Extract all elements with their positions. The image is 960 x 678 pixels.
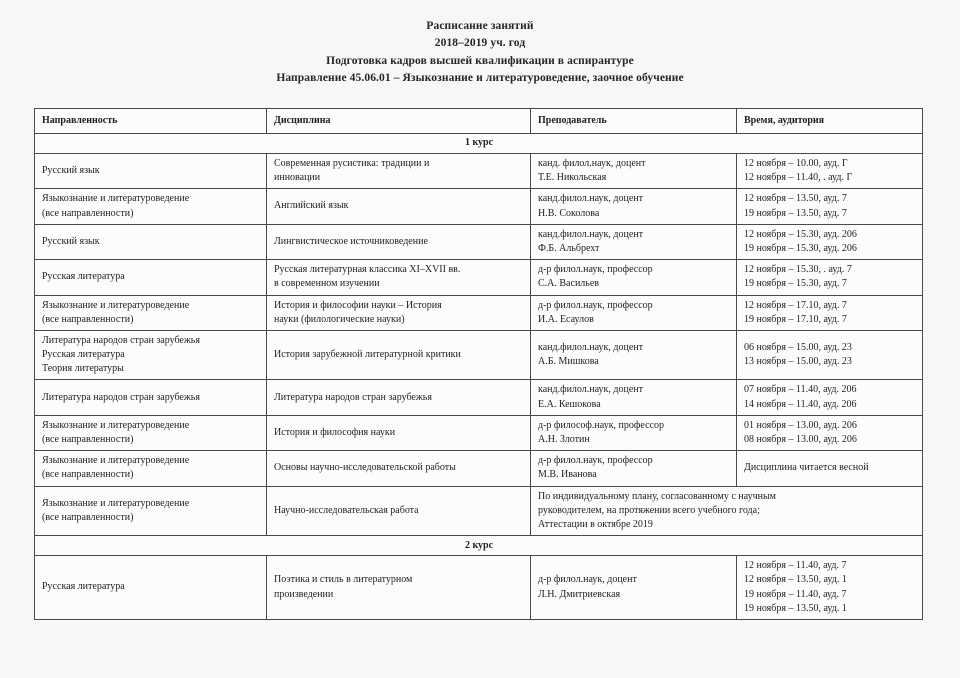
document-header xyxy=(0,0,960,88)
cell-discipline xyxy=(267,154,531,189)
cell-teacher xyxy=(531,189,737,224)
cell-direction-line: Языкознание и литературоведение xyxy=(42,497,190,509)
cell-teacher xyxy=(531,224,737,259)
table-row xyxy=(35,415,923,450)
cell-direction xyxy=(35,224,267,259)
cell-time-line: 12 ноября – 15.30, ауд. 206 xyxy=(744,228,857,240)
cell-discipline-line: Научно-исследовательская работа xyxy=(274,504,419,516)
cell-teacher-line: д-р филол.наук, профессор xyxy=(538,299,653,311)
column-header-time: Время, аудитория xyxy=(737,109,923,134)
cell-teacher-line: Н.В. Соколова xyxy=(538,207,600,219)
cell-direction xyxy=(35,556,267,620)
cell-discipline-line: Русская литературная классика XI–XVII вв. xyxy=(274,264,461,276)
cell-discipline-line: Поэтика и стиль в литературном xyxy=(274,574,413,586)
cell-teacher-line: д-р филол.наук, профессор xyxy=(538,264,653,276)
table-row xyxy=(35,556,923,620)
cell-discipline-line: произведении xyxy=(274,588,334,600)
cell-time xyxy=(737,295,923,330)
cell-direction xyxy=(35,295,267,330)
cell-time-line: 14 ноября – 11.40, ауд. 206 xyxy=(744,398,857,410)
cell-time-line: 19 ноября – 15.30, ауд. 7 xyxy=(744,278,847,290)
cell-teacher-line: д-р филол.наук, профессор xyxy=(538,455,653,467)
cell-time-line: 12 ноября – 11.40, . ауд. Г xyxy=(744,172,853,184)
cell-direction-line: (все направленности) xyxy=(42,434,134,445)
cell-direction-line: Литература народов стран зарубежья xyxy=(42,391,200,403)
cell-time-line: 08 ноября – 13.00, ауд. 206 xyxy=(744,434,857,445)
cell-direction-line: (все направленности) xyxy=(42,207,134,219)
cell-discipline-line: Основы научно-исследовательской работы xyxy=(274,462,456,474)
cell-discipline-line: в современном изучении xyxy=(274,278,380,290)
cell-direction-line: Русская литература xyxy=(42,271,125,283)
cell-discipline xyxy=(267,415,531,450)
cell-discipline-line: История зарубежной литературной критики xyxy=(274,349,461,361)
cell-individual-plan-note-line: По индивидуальному плану, согласованному с научным xyxy=(538,490,777,502)
cell-direction xyxy=(35,260,267,295)
cell-time xyxy=(737,154,923,189)
cell-teacher-line: Е.А. Кешокова xyxy=(538,398,601,410)
cell-direction xyxy=(35,486,267,536)
cell-teacher xyxy=(531,556,737,620)
cell-direction-line: Языкознание и литературоведение xyxy=(42,455,190,467)
cell-discipline-line: инновации xyxy=(274,172,321,184)
cell-discipline-line: науки (филологические науки) xyxy=(274,313,405,325)
cell-direction xyxy=(35,451,267,486)
document-title-line-1: Расписание занятий xyxy=(426,20,534,32)
cell-discipline xyxy=(267,451,531,486)
cell-time xyxy=(737,380,923,415)
document-title-line-3: Подготовка кадров высшей квалификации в аспирантуре xyxy=(326,54,634,67)
cell-time-line: 19 ноября – 13.50, ауд. 7 xyxy=(744,207,847,219)
cell-time-line: 19 ноября – 11.40, ауд. 7 xyxy=(744,588,847,600)
cell-teacher-line: Л.Н. Дмитриевская xyxy=(538,588,621,600)
column-header-direction: Направленность xyxy=(35,109,267,134)
table-row xyxy=(35,330,923,380)
cell-direction-line: (все направленности) xyxy=(42,511,134,523)
cell-teacher-line: д-р филол.наук, доцент xyxy=(538,574,637,586)
cell-individual-plan-note-line: Аттестации в октябре 2019 xyxy=(538,518,653,530)
cell-teacher-line: А.Б. Мишкова xyxy=(538,356,599,368)
cell-time-line: 19 ноября – 13.50, ауд. 1 xyxy=(744,602,847,614)
cell-direction-line: Русская литература xyxy=(42,581,125,593)
document-title-line-4: Направление 45.06.01 – Языкознание и литературоведение, заочное обучение xyxy=(276,72,684,85)
cell-direction-line: Русская литература xyxy=(42,349,125,361)
table-row xyxy=(35,189,923,224)
document-title-line-2: 2018–2019 уч. год xyxy=(434,37,526,50)
cell-individual-plan-note xyxy=(531,486,923,536)
table-row xyxy=(35,154,923,189)
column-header-teacher: Преподаватель xyxy=(531,109,737,134)
cell-direction xyxy=(35,330,267,380)
cell-direction-line: Русский язык xyxy=(42,235,100,247)
cell-time-line: 13 ноября – 15.00, ауд. 23 xyxy=(744,356,852,368)
cell-teacher xyxy=(531,330,737,380)
cell-discipline-line: История и философии науки – История xyxy=(274,299,442,311)
cell-discipline-line: Лингвистическое источниковедение xyxy=(274,235,428,247)
course-label-2: 2 курс xyxy=(35,536,923,556)
cell-time xyxy=(737,415,923,450)
cell-teacher xyxy=(531,260,737,295)
cell-direction xyxy=(35,415,267,450)
cell-discipline-line: Литература народов стран зарубежья xyxy=(274,391,432,403)
cell-teacher-line: д-р философ.наук, профессор xyxy=(538,419,664,431)
table-row xyxy=(35,295,923,330)
cell-discipline xyxy=(267,330,531,380)
table-body xyxy=(35,134,923,620)
cell-discipline-line: Английский язык xyxy=(274,200,349,212)
schedule-table xyxy=(34,108,923,620)
cell-teacher xyxy=(531,295,737,330)
cell-teacher-line: С.А. Васильев xyxy=(538,278,600,290)
cell-time-line: 19 ноября – 17.10, ауд. 7 xyxy=(744,313,847,325)
cell-teacher-line: канд.филол.наук, доцент xyxy=(538,384,644,396)
cell-time-line: 12 ноября – 10.00, ауд. Г xyxy=(744,158,848,169)
table-header xyxy=(35,109,923,134)
cell-direction-line: Литература народов стран зарубежья xyxy=(42,334,200,346)
cell-time-line: 12 ноября – 17.10, ауд. 7 xyxy=(744,299,847,311)
cell-teacher-line: Т.Е. Никольская xyxy=(538,172,607,184)
cell-teacher xyxy=(531,415,737,450)
cell-direction xyxy=(35,380,267,415)
cell-time-line: 12 ноября – 15.30, . ауд. 7 xyxy=(744,264,852,276)
cell-teacher-line: канд.филол.наук, доцент xyxy=(538,193,644,205)
cell-time xyxy=(737,224,923,259)
cell-direction-line: Языкознание и литературоведение xyxy=(42,299,190,311)
cell-teacher-line: А.Н. Злотин xyxy=(538,434,590,445)
cell-teacher-line: канд.филол.наук, доцент xyxy=(538,228,644,240)
table-row xyxy=(35,451,923,486)
course-section-row-2 xyxy=(35,536,923,556)
cell-direction-line: (все направленности) xyxy=(42,313,134,325)
cell-discipline xyxy=(267,260,531,295)
cell-direction-line: Языкознание и литературоведение xyxy=(42,193,190,205)
cell-time xyxy=(737,556,923,620)
cell-direction-line: Русский язык xyxy=(42,165,100,177)
cell-direction-line: Теория литературы xyxy=(42,363,124,375)
cell-discipline xyxy=(267,380,531,415)
table-row-research xyxy=(35,486,923,536)
table-row xyxy=(35,260,923,295)
cell-direction xyxy=(35,154,267,189)
cell-individual-plan-note-line: руководителем, на протяжении всего учебного года; xyxy=(538,504,760,516)
cell-time-line: 19 ноября – 15.30, ауд. 206 xyxy=(744,242,857,254)
cell-teacher-line: канд. филол.наук, доцент xyxy=(538,158,646,169)
cell-time-line: 06 ноября – 15.00, ауд. 23 xyxy=(744,341,852,353)
cell-direction-line: Языкознание и литературоведение xyxy=(42,419,190,431)
cell-discipline xyxy=(267,189,531,224)
cell-discipline xyxy=(267,486,531,536)
cell-direction xyxy=(35,189,267,224)
cell-teacher xyxy=(531,154,737,189)
table-row xyxy=(35,224,923,259)
cell-discipline xyxy=(267,295,531,330)
cell-time-line: 01 ноября – 13.00, ауд. 206 xyxy=(744,419,857,431)
cell-time-line: 12 ноября – 13.50, ауд. 1 xyxy=(744,574,847,586)
cell-discipline xyxy=(267,224,531,259)
cell-teacher-line: И.А. Есаулов xyxy=(538,313,594,325)
header-row xyxy=(35,109,923,134)
cell-time-line: 12 ноября – 13.50, ауд. 7 xyxy=(744,193,847,205)
cell-discipline xyxy=(267,556,531,620)
column-header-discipline: Дисциплина xyxy=(267,109,531,134)
cell-time-line: Дисциплина читается весной xyxy=(744,462,869,474)
cell-discipline-line: Современная русистика: традиции и xyxy=(274,158,430,169)
cell-teacher-line: Ф.Б. Альбрехт xyxy=(538,242,600,254)
cell-time xyxy=(737,330,923,380)
cell-teacher xyxy=(531,380,737,415)
cell-teacher-line: канд.филол.наук, доцент xyxy=(538,341,644,353)
course-section-row-1 xyxy=(35,134,923,154)
cell-time xyxy=(737,451,923,486)
cell-teacher xyxy=(531,451,737,486)
cell-teacher-line: М.В. Иванова xyxy=(538,469,597,481)
course-label-1: 1 курс xyxy=(35,134,923,154)
table-row xyxy=(35,380,923,415)
cell-time xyxy=(737,260,923,295)
cell-time-line: 12 ноября – 11.40, ауд. 7 xyxy=(744,560,847,572)
cell-discipline-line: История и философия науки xyxy=(274,426,396,438)
cell-time xyxy=(737,189,923,224)
cell-direction-line: (все направленности) xyxy=(42,469,134,481)
cell-time-line: 07 ноября – 11.40, ауд. 206 xyxy=(744,384,857,396)
